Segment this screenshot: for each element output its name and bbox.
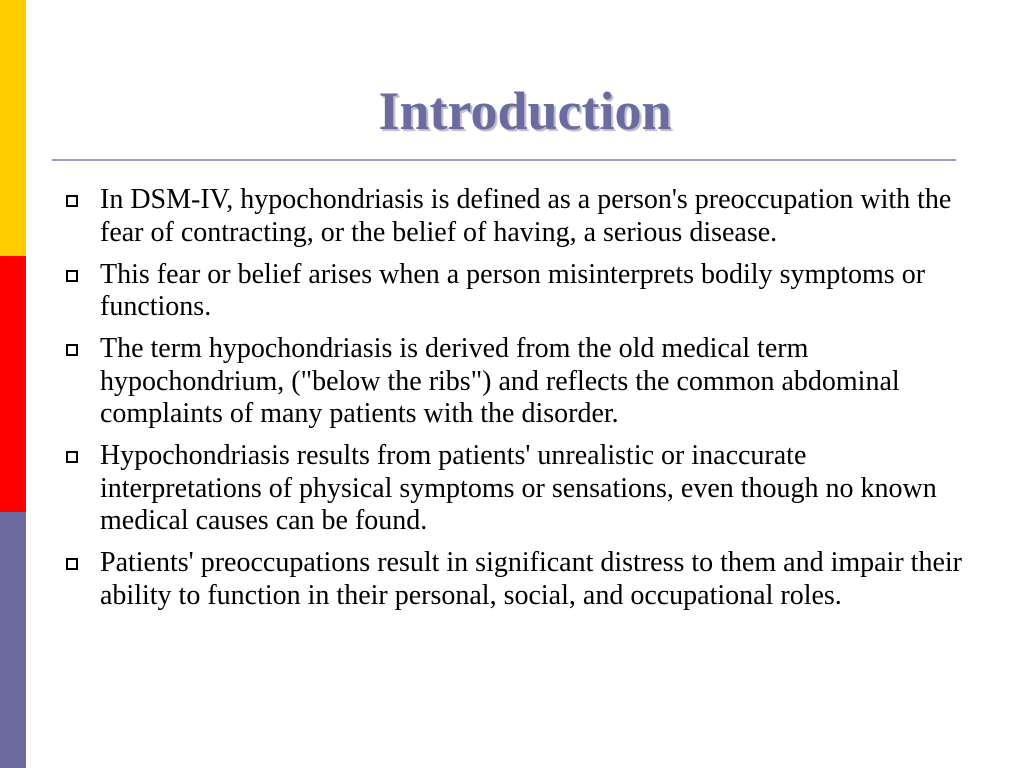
bullet-text: In DSM-IV, hypochondriasis is defined as a person's preoccupation with the fear of contracting, or the belief of having, a serious disease. [100, 184, 952, 248]
side-color-bar [0, 0, 26, 768]
side-bar-purple-segment [0, 512, 26, 768]
bullet-item [62, 184, 972, 249]
side-bar-yellow-segment [0, 0, 26, 256]
bullet-text: The term hypochondriasis is derived from the old medical term hypochondrium, ("below the ribs") and reflects the common abdominal complaints of many patients with the disorder. [100, 333, 900, 429]
bullet-item [62, 259, 972, 324]
hollow-square-bullet-icon [66, 558, 78, 570]
hollow-square-bullet-icon [66, 270, 78, 282]
bullet-item [62, 440, 972, 538]
bullet-list [62, 184, 972, 622]
hollow-square-bullet-icon [66, 344, 78, 356]
side-bar-red-segment [0, 256, 26, 512]
hollow-square-bullet-icon [66, 451, 78, 463]
bullet-item [62, 547, 972, 612]
hollow-square-bullet-icon [66, 195, 78, 207]
slide-title: Introduction [378, 81, 672, 141]
bullet-text: Hypochondriasis results from patients' unrealistic or inaccurate interpretations of physical symptoms or sensations, even though no known medical causes can be found. [100, 440, 937, 536]
bullet-text: This fear or belief arises when a person misinterprets bodily symptoms or functions. [100, 258, 926, 322]
title-divider [52, 159, 956, 161]
bullet-item [62, 333, 972, 431]
bullet-text: Patients' preoccupations result in significant distress to them and impair their ability to function in their personal, social, and occupational roles. [100, 547, 962, 611]
